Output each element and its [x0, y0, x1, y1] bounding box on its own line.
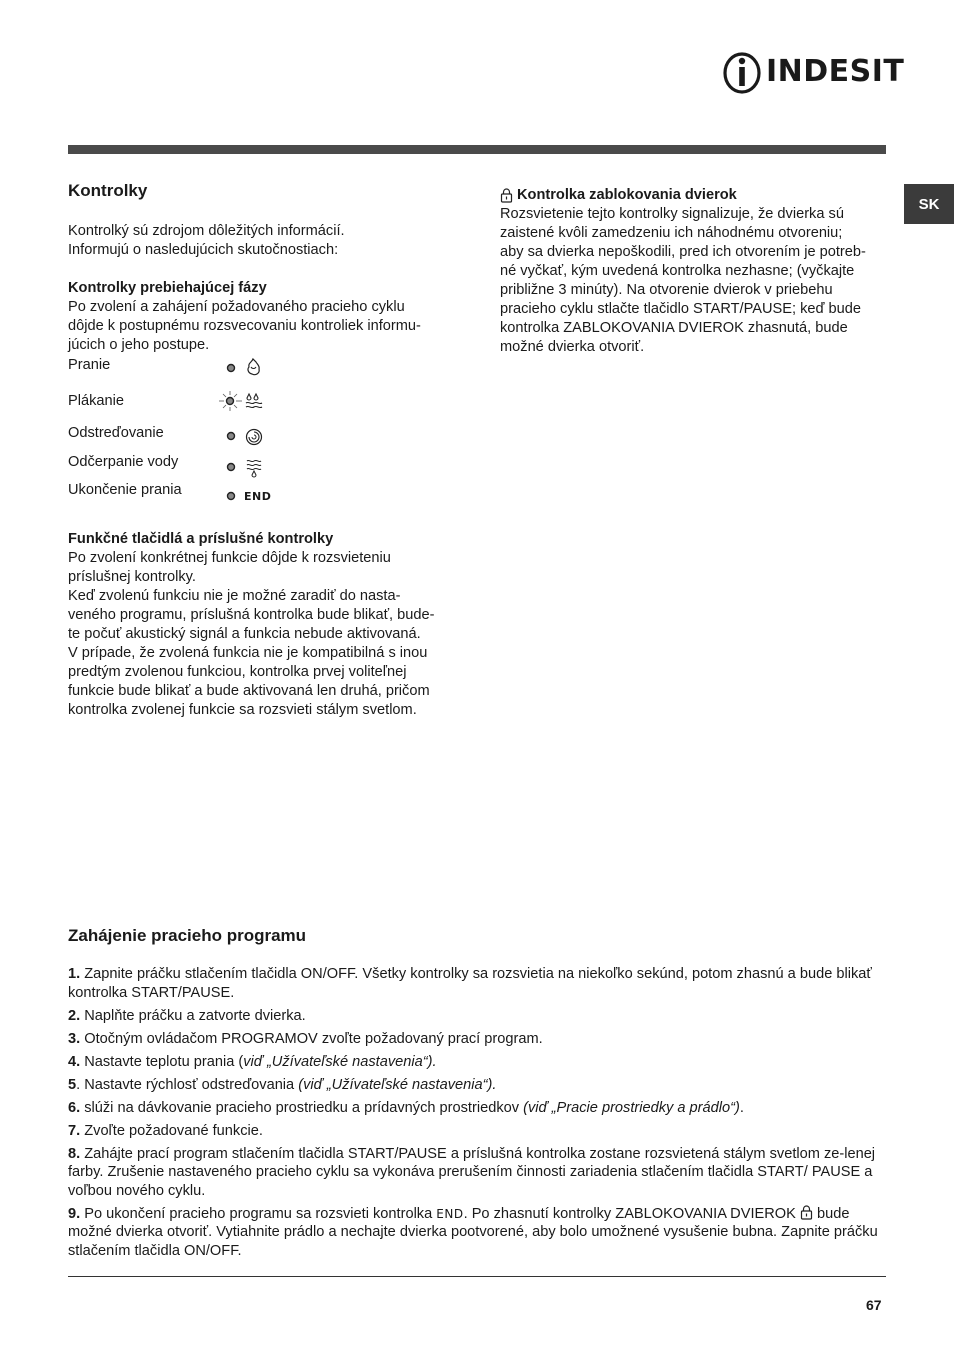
door-lock-icon: [800, 1205, 813, 1220]
step-text: Po ukončení pracieho programu sa rozsvieti kontrolka: [80, 1205, 437, 1222]
lamp-icon: [226, 462, 236, 472]
rinse-icon: [244, 391, 264, 413]
indicator-label: Plákanie: [68, 393, 124, 409]
step-text: Naplňte práčku a zatvorte dvierka.: [80, 1007, 306, 1024]
step-4: [68, 1053, 888, 1072]
step-number: 3.: [68, 1030, 81, 1047]
indicator-label: Pranie: [68, 357, 111, 373]
step-number: 6.: [68, 1099, 81, 1116]
phase-text: Po zvolení a zahájení požadovaného pracieho cyklu dôjde k postupnému rozsvecovaniu kontroliek informu- júcich o jeho postupe.: [68, 299, 421, 353]
step-3: [68, 1030, 888, 1049]
step-reference: (viď „Užívateľské nastavenia“).: [298, 1076, 497, 1093]
step-7: [68, 1122, 888, 1141]
wash-icon: [244, 357, 264, 379]
language-tab: SK: [904, 184, 954, 224]
logo-i-icon: [722, 50, 762, 96]
indicator-label: Odstreďovanie: [68, 425, 164, 441]
indicator-label: Ukončenie prania: [68, 482, 182, 498]
step-number: 8.: [68, 1145, 81, 1162]
step-text: Zahájte prací program stlačením tlačidla START/PAUSE a príslušná kontrolka zostane rozsvietená stálym svetlom ze-lenej farby. Zrušenie nastaveného pracieho cyklu sa vykonáva prerušením činnosti zariadenia stlačením tlačidla START/ PAUSE a voľbou nového cyklu.: [68, 1145, 876, 1199]
lamp-icon: [226, 431, 236, 441]
lock-heading-row: [500, 186, 737, 205]
step-text: bude možné dvierka otvoriť. Vytiahnite prádlo a nechajte dvierka pootvorené, aby bolo umožnené vysušenie bubna. Zapnite práčku stlačením tlačidla ON/OFF.: [68, 1205, 878, 1259]
phase-heading: Kontrolky prebiehajúcej fázy: [68, 280, 267, 296]
end-icon: END: [436, 1206, 464, 1221]
door-lock-icon: [500, 188, 513, 203]
indicator-row-drain: [68, 454, 288, 478]
section-title-kontrolky: Kontrolky: [68, 181, 148, 200]
step-reference: (viď „Pracie prostriedky a prádlo“): [523, 1099, 740, 1116]
step-number: 2.: [68, 1007, 81, 1024]
indicator-row-rinse: [68, 393, 288, 417]
step-text: slúži na dávkovanie pracieho prostriedku a prídavných prostriedkov: [80, 1099, 524, 1116]
step-5: [68, 1076, 888, 1095]
step-1: [68, 965, 888, 1002]
step-number: 4.: [68, 1053, 81, 1070]
indicator-row-wash: [68, 357, 288, 381]
intro-text: Kontrolký sú zdrojom dôležitých informácií. Informujú o nasledujúcich skutočnostiach:: [68, 223, 345, 258]
step-number: 5: [68, 1076, 77, 1093]
brand-name: INDESIT: [766, 54, 905, 89]
spin-icon: [244, 427, 264, 447]
top-rule: [68, 145, 886, 154]
step-reference: viď „Užívateľské nastavenia“).: [243, 1053, 437, 1070]
indicator-row-spin: [68, 425, 288, 449]
step-text: Otočným ovládačom PROGRAMOV zvoľte požadovaný prací program.: [80, 1030, 543, 1047]
func-heading: Funkčné tlačidlá a príslušné kontrolky: [68, 531, 334, 547]
lamp-icon: [226, 491, 236, 501]
lock-heading: Kontrolka zablokovania dvierok: [517, 187, 737, 203]
step-text: Nastavte teplotu prania (: [80, 1053, 244, 1070]
end-icon: END: [244, 490, 272, 503]
lock-text: Rozsvietenie tejto kontrolky signalizuje, že dvierka sú zaistené kvôli zamedzeniu ich náhodnému otvoreniu; aby sa dvierka nepoškodili, pred ich otvorením je potreb- né vyčkať, kým uvedená kontrolka nezhasne; (vyčkajte približne 3 minúty). Na otvorenie dvierok v priebehu pracieho cyklu stlačte tlačidlo START/PAUSE; keď bude kontrolka ZABLOKOVANIA DVIEROK zhasnutá, bude možné dvierka otvoriť.: [500, 206, 866, 355]
step-6: [68, 1099, 888, 1118]
step-number: 9.: [68, 1205, 81, 1222]
step-2: [68, 1007, 888, 1026]
indicator-label: Odčerpanie vody: [68, 454, 179, 470]
step-text-after: .: [739, 1099, 744, 1116]
step-number: 7.: [68, 1122, 81, 1139]
step-text: . Po zhasnutí kontrolky ZABLOKOVANIA DVIEROK: [463, 1205, 800, 1222]
section-title-start: Zahájenie pracieho programu: [68, 926, 307, 945]
blinking-lamp-icon: [217, 390, 243, 412]
lamp-icon: [226, 363, 236, 373]
step-number: 1.: [68, 966, 81, 982]
drain-icon: [244, 458, 264, 480]
step-8: [68, 1145, 888, 1201]
steps-list: [68, 965, 888, 1265]
func-text: Po zvolení konkrétnej funkcie dôjde k rozsvieteniu príslušnej kontrolky. Keď zvolenú funkciu nie je možné zaradiť do nasta- veného programu, príslušná kontrolka bude blikať, bude- te počuť akustický signál a funkcia nebude aktivovaná. V prípade, že zvolená funkcia nie je kompatibilná s inou predtým zvolenou funkciou, kontrolka prvej voliteľnej funkcie bude blikať a bude aktivovaná len druhá, pričom kontrolka zvolenej funkcie sa rozsvieti stálym svetlom.: [68, 550, 435, 718]
step-text: Zvoľte požadované funkcie.: [80, 1122, 263, 1139]
page-number: 67: [866, 1297, 882, 1313]
brand-logo: [722, 50, 905, 96]
step-text: . Nastavte rýchlosť odstreďovania: [76, 1076, 299, 1093]
step-9: [68, 1205, 888, 1261]
step-text: Zapnite práčku stlačením tlačidla ON/OFF. Všetky kontrolky sa rozsvietia na niekoľko sekúnd, potom zhasnú a bude blikať kontrolka START/PAUSE.: [68, 966, 872, 1001]
indicator-row-end: [68, 482, 288, 506]
bottom-rule: [68, 1276, 886, 1277]
